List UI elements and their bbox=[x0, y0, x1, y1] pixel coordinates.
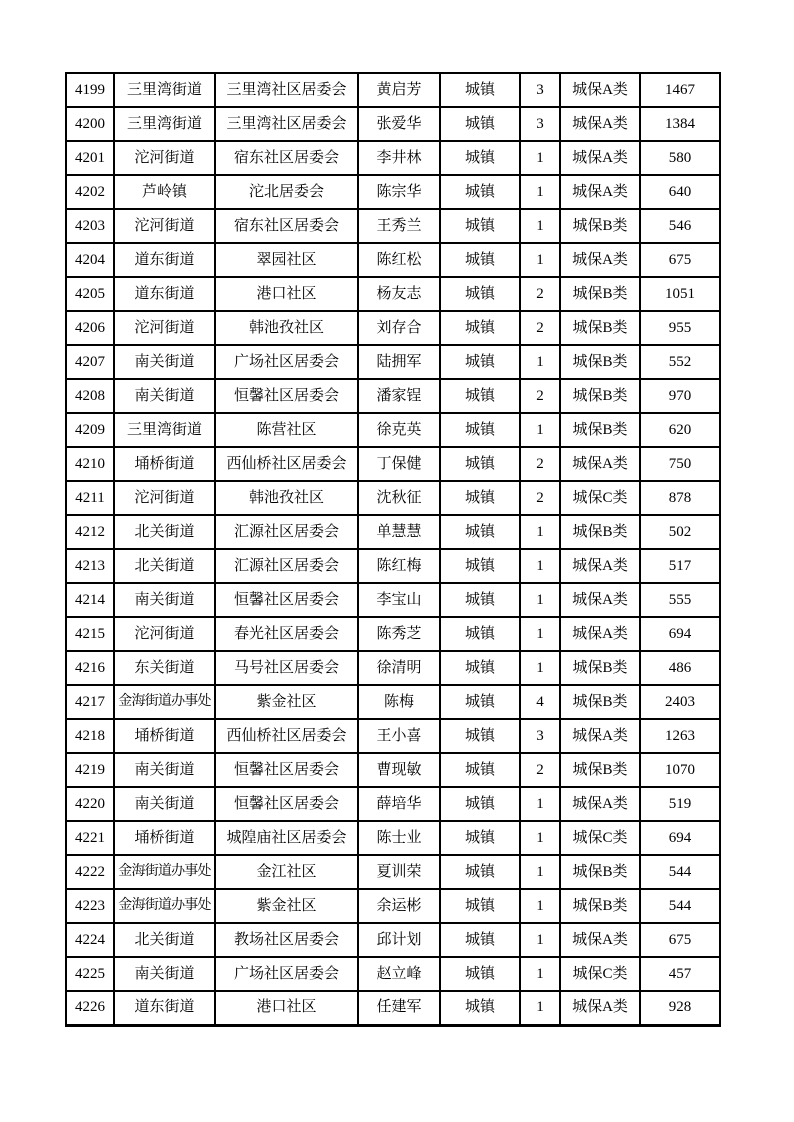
street-cell: 道东街道 bbox=[114, 277, 215, 311]
serial-number-cell: 4225 bbox=[66, 957, 114, 991]
street-cell: 埇桥街道 bbox=[114, 821, 215, 855]
insurance-category-cell: 城保A类 bbox=[560, 447, 640, 481]
residence-type-cell: 城镇 bbox=[440, 685, 520, 719]
community-cell: 沱北居委会 bbox=[215, 175, 358, 209]
amount-cell: 694 bbox=[640, 821, 720, 855]
amount-cell: 552 bbox=[640, 345, 720, 379]
person-name-cell: 李宝山 bbox=[358, 583, 440, 617]
serial-number-cell: 4220 bbox=[66, 787, 114, 821]
count-cell: 2 bbox=[520, 277, 560, 311]
residence-type-cell: 城镇 bbox=[440, 175, 520, 209]
person-name-cell: 赵立峰 bbox=[358, 957, 440, 991]
person-name-cell: 黄启芳 bbox=[358, 73, 440, 107]
serial-number-cell: 4203 bbox=[66, 209, 114, 243]
serial-number-cell: 4208 bbox=[66, 379, 114, 413]
community-cell: 紫金社区 bbox=[215, 889, 358, 923]
count-cell: 4 bbox=[520, 685, 560, 719]
residence-type-cell: 城镇 bbox=[440, 549, 520, 583]
street-cell: 芦岭镇 bbox=[114, 175, 215, 209]
count-cell: 1 bbox=[520, 549, 560, 583]
serial-number-cell: 4223 bbox=[66, 889, 114, 923]
count-cell: 1 bbox=[520, 345, 560, 379]
community-cell: 三里湾社区居委会 bbox=[215, 73, 358, 107]
residence-type-cell: 城镇 bbox=[440, 991, 520, 1025]
person-name-cell: 李井林 bbox=[358, 141, 440, 175]
count-cell: 1 bbox=[520, 651, 560, 685]
amount-cell: 1263 bbox=[640, 719, 720, 753]
amount-cell: 970 bbox=[640, 379, 720, 413]
residence-type-cell: 城镇 bbox=[440, 651, 520, 685]
amount-cell: 1467 bbox=[640, 73, 720, 107]
person-name-cell: 王小喜 bbox=[358, 719, 440, 753]
street-cell: 埇桥街道 bbox=[114, 719, 215, 753]
street-cell: 沱河街道 bbox=[114, 311, 215, 345]
serial-number-cell: 4206 bbox=[66, 311, 114, 345]
community-cell: 三里湾社区居委会 bbox=[215, 107, 358, 141]
serial-number-cell: 4204 bbox=[66, 243, 114, 277]
amount-cell: 928 bbox=[640, 991, 720, 1025]
person-name-cell: 张爱华 bbox=[358, 107, 440, 141]
count-cell: 1 bbox=[520, 991, 560, 1025]
amount-cell: 694 bbox=[640, 617, 720, 651]
residence-type-cell: 城镇 bbox=[440, 753, 520, 787]
amount-cell: 675 bbox=[640, 923, 720, 957]
community-cell: 恒馨社区居委会 bbox=[215, 753, 358, 787]
street-cell: 三里湾街道 bbox=[114, 413, 215, 447]
serial-number-cell: 4226 bbox=[66, 991, 114, 1025]
residence-type-cell: 城镇 bbox=[440, 481, 520, 515]
count-cell: 2 bbox=[520, 481, 560, 515]
amount-cell: 555 bbox=[640, 583, 720, 617]
amount-cell: 517 bbox=[640, 549, 720, 583]
amount-cell: 544 bbox=[640, 889, 720, 923]
person-name-cell: 薛培华 bbox=[358, 787, 440, 821]
community-cell: 西仙桥社区居委会 bbox=[215, 719, 358, 753]
amount-cell: 1051 bbox=[640, 277, 720, 311]
insurance-category-cell: 城保A类 bbox=[560, 583, 640, 617]
street-cell: 三里湾街道 bbox=[114, 107, 215, 141]
count-cell: 1 bbox=[520, 175, 560, 209]
count-cell: 2 bbox=[520, 379, 560, 413]
insurance-category-cell: 城保B类 bbox=[560, 753, 640, 787]
serial-number-cell: 4219 bbox=[66, 753, 114, 787]
person-name-cell: 陈秀芝 bbox=[358, 617, 440, 651]
person-name-cell: 沈秋征 bbox=[358, 481, 440, 515]
community-cell: 韩池孜社区 bbox=[215, 481, 358, 515]
table-row bbox=[66, 549, 720, 583]
insurance-category-cell: 城保B类 bbox=[560, 855, 640, 889]
residence-type-cell: 城镇 bbox=[440, 209, 520, 243]
street-cell: 沱河街道 bbox=[114, 617, 215, 651]
serial-number-cell: 4213 bbox=[66, 549, 114, 583]
insurance-category-cell: 城保B类 bbox=[560, 277, 640, 311]
count-cell: 1 bbox=[520, 787, 560, 821]
person-name-cell: 陈红梅 bbox=[358, 549, 440, 583]
count-cell: 1 bbox=[520, 889, 560, 923]
table-row bbox=[66, 651, 720, 685]
insurance-category-cell: 城保A类 bbox=[560, 719, 640, 753]
insurance-category-cell: 城保A类 bbox=[560, 73, 640, 107]
count-cell: 1 bbox=[520, 855, 560, 889]
table-row bbox=[66, 821, 720, 855]
table-row bbox=[66, 719, 720, 753]
community-cell: 宿东社区居委会 bbox=[215, 209, 358, 243]
insurance-category-cell: 城保A类 bbox=[560, 923, 640, 957]
insurance-category-cell: 城保A类 bbox=[560, 175, 640, 209]
community-cell: 教场社区居委会 bbox=[215, 923, 358, 957]
count-cell: 3 bbox=[520, 73, 560, 107]
count-cell: 1 bbox=[520, 413, 560, 447]
count-cell: 1 bbox=[520, 141, 560, 175]
residence-type-cell: 城镇 bbox=[440, 141, 520, 175]
count-cell: 3 bbox=[520, 107, 560, 141]
count-cell: 1 bbox=[520, 821, 560, 855]
amount-cell: 1070 bbox=[640, 753, 720, 787]
count-cell: 2 bbox=[520, 753, 560, 787]
community-cell: 恒馨社区居委会 bbox=[215, 787, 358, 821]
person-name-cell: 陆拥军 bbox=[358, 345, 440, 379]
street-cell: 南关街道 bbox=[114, 957, 215, 991]
street-cell: 沱河街道 bbox=[114, 209, 215, 243]
street-cell: 埇桥街道 bbox=[114, 447, 215, 481]
person-name-cell: 刘存合 bbox=[358, 311, 440, 345]
person-name-cell: 丁保健 bbox=[358, 447, 440, 481]
residence-type-cell: 城镇 bbox=[440, 855, 520, 889]
amount-cell: 640 bbox=[640, 175, 720, 209]
serial-number-cell: 4214 bbox=[66, 583, 114, 617]
insurance-category-cell: 城保A类 bbox=[560, 243, 640, 277]
person-name-cell: 杨友志 bbox=[358, 277, 440, 311]
serial-number-cell: 4202 bbox=[66, 175, 114, 209]
table-row bbox=[66, 277, 720, 311]
count-cell: 1 bbox=[520, 515, 560, 549]
table-row bbox=[66, 447, 720, 481]
street-cell: 金海街道办事处 bbox=[114, 889, 215, 923]
street-cell: 南关街道 bbox=[114, 379, 215, 413]
amount-cell: 1384 bbox=[640, 107, 720, 141]
table-row bbox=[66, 515, 720, 549]
residence-type-cell: 城镇 bbox=[440, 73, 520, 107]
street-cell: 沱河街道 bbox=[114, 481, 215, 515]
insurance-category-cell: 城保B类 bbox=[560, 413, 640, 447]
street-cell: 南关街道 bbox=[114, 345, 215, 379]
street-cell: 金海街道办事处 bbox=[114, 685, 215, 719]
amount-cell: 580 bbox=[640, 141, 720, 175]
residence-type-cell: 城镇 bbox=[440, 311, 520, 345]
community-cell: 陈营社区 bbox=[215, 413, 358, 447]
person-name-cell: 夏训荣 bbox=[358, 855, 440, 889]
community-cell: 宿东社区居委会 bbox=[215, 141, 358, 175]
street-cell: 道东街道 bbox=[114, 991, 215, 1025]
amount-cell: 2403 bbox=[640, 685, 720, 719]
person-name-cell: 陈梅 bbox=[358, 685, 440, 719]
insurance-category-cell: 城保C类 bbox=[560, 957, 640, 991]
street-cell: 南关街道 bbox=[114, 583, 215, 617]
amount-cell: 457 bbox=[640, 957, 720, 991]
residence-type-cell: 城镇 bbox=[440, 413, 520, 447]
residence-type-cell: 城镇 bbox=[440, 719, 520, 753]
street-cell: 沱河街道 bbox=[114, 141, 215, 175]
amount-cell: 878 bbox=[640, 481, 720, 515]
count-cell: 3 bbox=[520, 719, 560, 753]
person-name-cell: 陈士业 bbox=[358, 821, 440, 855]
street-cell: 东关街道 bbox=[114, 651, 215, 685]
count-cell: 1 bbox=[520, 243, 560, 277]
table-row bbox=[66, 73, 720, 107]
table-row bbox=[66, 481, 720, 515]
serial-number-cell: 4209 bbox=[66, 413, 114, 447]
amount-cell: 675 bbox=[640, 243, 720, 277]
street-cell: 金海街道办事处 bbox=[114, 855, 215, 889]
table-row bbox=[66, 107, 720, 141]
table-row bbox=[66, 991, 720, 1025]
street-cell: 北关街道 bbox=[114, 923, 215, 957]
roster-table bbox=[65, 72, 721, 1027]
serial-number-cell: 4205 bbox=[66, 277, 114, 311]
residence-type-cell: 城镇 bbox=[440, 923, 520, 957]
serial-number-cell: 4221 bbox=[66, 821, 114, 855]
community-cell: 韩池孜社区 bbox=[215, 311, 358, 345]
serial-number-cell: 4201 bbox=[66, 141, 114, 175]
amount-cell: 955 bbox=[640, 311, 720, 345]
person-name-cell: 任建军 bbox=[358, 991, 440, 1025]
table-row bbox=[66, 753, 720, 787]
street-cell: 南关街道 bbox=[114, 753, 215, 787]
insurance-category-cell: 城保B类 bbox=[560, 209, 640, 243]
person-name-cell: 徐克英 bbox=[358, 413, 440, 447]
person-name-cell: 陈宗华 bbox=[358, 175, 440, 209]
table-row bbox=[66, 209, 720, 243]
table-row bbox=[66, 957, 720, 991]
community-cell: 广场社区居委会 bbox=[215, 345, 358, 379]
count-cell: 1 bbox=[520, 617, 560, 651]
residence-type-cell: 城镇 bbox=[440, 277, 520, 311]
count-cell: 2 bbox=[520, 447, 560, 481]
person-name-cell: 王秀兰 bbox=[358, 209, 440, 243]
insurance-category-cell: 城保A类 bbox=[560, 107, 640, 141]
count-cell: 1 bbox=[520, 957, 560, 991]
table-row bbox=[66, 345, 720, 379]
residence-type-cell: 城镇 bbox=[440, 889, 520, 923]
insurance-category-cell: 城保A类 bbox=[560, 787, 640, 821]
residence-type-cell: 城镇 bbox=[440, 345, 520, 379]
table-row bbox=[66, 141, 720, 175]
amount-cell: 546 bbox=[640, 209, 720, 243]
table-row bbox=[66, 311, 720, 345]
table-row bbox=[66, 685, 720, 719]
serial-number-cell: 4211 bbox=[66, 481, 114, 515]
table-row bbox=[66, 379, 720, 413]
community-cell: 恒馨社区居委会 bbox=[215, 379, 358, 413]
insurance-category-cell: 城保C类 bbox=[560, 481, 640, 515]
street-cell: 北关街道 bbox=[114, 515, 215, 549]
community-cell: 汇源社区居委会 bbox=[215, 549, 358, 583]
community-cell: 汇源社区居委会 bbox=[215, 515, 358, 549]
amount-cell: 502 bbox=[640, 515, 720, 549]
insurance-category-cell: 城保A类 bbox=[560, 141, 640, 175]
residence-type-cell: 城镇 bbox=[440, 447, 520, 481]
residence-type-cell: 城镇 bbox=[440, 243, 520, 277]
serial-number-cell: 4207 bbox=[66, 345, 114, 379]
count-cell: 2 bbox=[520, 311, 560, 345]
residence-type-cell: 城镇 bbox=[440, 957, 520, 991]
insurance-category-cell: 城保A类 bbox=[560, 617, 640, 651]
community-cell: 金江社区 bbox=[215, 855, 358, 889]
community-cell: 春光社区居委会 bbox=[215, 617, 358, 651]
street-cell: 三里湾街道 bbox=[114, 73, 215, 107]
community-cell: 港口社区 bbox=[215, 277, 358, 311]
serial-number-cell: 4212 bbox=[66, 515, 114, 549]
residence-type-cell: 城镇 bbox=[440, 515, 520, 549]
table-row bbox=[66, 413, 720, 447]
serial-number-cell: 4215 bbox=[66, 617, 114, 651]
serial-number-cell: 4217 bbox=[66, 685, 114, 719]
table-row bbox=[66, 923, 720, 957]
community-cell: 西仙桥社区居委会 bbox=[215, 447, 358, 481]
amount-cell: 544 bbox=[640, 855, 720, 889]
table-row bbox=[66, 889, 720, 923]
residence-type-cell: 城镇 bbox=[440, 617, 520, 651]
community-cell: 紫金社区 bbox=[215, 685, 358, 719]
count-cell: 1 bbox=[520, 923, 560, 957]
person-name-cell: 徐清明 bbox=[358, 651, 440, 685]
table-row bbox=[66, 617, 720, 651]
serial-number-cell: 4218 bbox=[66, 719, 114, 753]
insurance-category-cell: 城保C类 bbox=[560, 821, 640, 855]
table-row bbox=[66, 583, 720, 617]
community-cell: 恒馨社区居委会 bbox=[215, 583, 358, 617]
insurance-category-cell: 城保B类 bbox=[560, 685, 640, 719]
serial-number-cell: 4210 bbox=[66, 447, 114, 481]
residence-type-cell: 城镇 bbox=[440, 379, 520, 413]
person-name-cell: 邱计划 bbox=[358, 923, 440, 957]
residence-type-cell: 城镇 bbox=[440, 821, 520, 855]
street-cell: 道东街道 bbox=[114, 243, 215, 277]
amount-cell: 486 bbox=[640, 651, 720, 685]
insurance-category-cell: 城保A类 bbox=[560, 549, 640, 583]
count-cell: 1 bbox=[520, 583, 560, 617]
table-row bbox=[66, 243, 720, 277]
street-cell: 南关街道 bbox=[114, 787, 215, 821]
community-cell: 城隍庙社区居委会 bbox=[215, 821, 358, 855]
person-name-cell: 余运彬 bbox=[358, 889, 440, 923]
community-cell: 广场社区居委会 bbox=[215, 957, 358, 991]
table-row bbox=[66, 855, 720, 889]
insurance-category-cell: 城保B类 bbox=[560, 379, 640, 413]
person-name-cell: 单慧慧 bbox=[358, 515, 440, 549]
person-name-cell: 曹现敏 bbox=[358, 753, 440, 787]
serial-number-cell: 4224 bbox=[66, 923, 114, 957]
count-cell: 1 bbox=[520, 209, 560, 243]
residence-type-cell: 城镇 bbox=[440, 107, 520, 141]
insurance-category-cell: 城保B类 bbox=[560, 515, 640, 549]
amount-cell: 519 bbox=[640, 787, 720, 821]
serial-number-cell: 4216 bbox=[66, 651, 114, 685]
table-body bbox=[66, 73, 720, 1025]
insurance-category-cell: 城保B类 bbox=[560, 889, 640, 923]
insurance-category-cell: 城保B类 bbox=[560, 345, 640, 379]
amount-cell: 750 bbox=[640, 447, 720, 481]
table-row bbox=[66, 175, 720, 209]
person-name-cell: 陈红松 bbox=[358, 243, 440, 277]
community-cell: 翠园社区 bbox=[215, 243, 358, 277]
serial-number-cell: 4199 bbox=[66, 73, 114, 107]
table-row bbox=[66, 787, 720, 821]
serial-number-cell: 4222 bbox=[66, 855, 114, 889]
serial-number-cell: 4200 bbox=[66, 107, 114, 141]
community-cell: 港口社区 bbox=[215, 991, 358, 1025]
residence-type-cell: 城镇 bbox=[440, 583, 520, 617]
residence-type-cell: 城镇 bbox=[440, 787, 520, 821]
insurance-category-cell: 城保A类 bbox=[560, 991, 640, 1025]
person-name-cell: 潘家锃 bbox=[358, 379, 440, 413]
street-cell: 北关街道 bbox=[114, 549, 215, 583]
community-cell: 马号社区居委会 bbox=[215, 651, 358, 685]
insurance-category-cell: 城保B类 bbox=[560, 651, 640, 685]
insurance-category-cell: 城保B类 bbox=[560, 311, 640, 345]
amount-cell: 620 bbox=[640, 413, 720, 447]
